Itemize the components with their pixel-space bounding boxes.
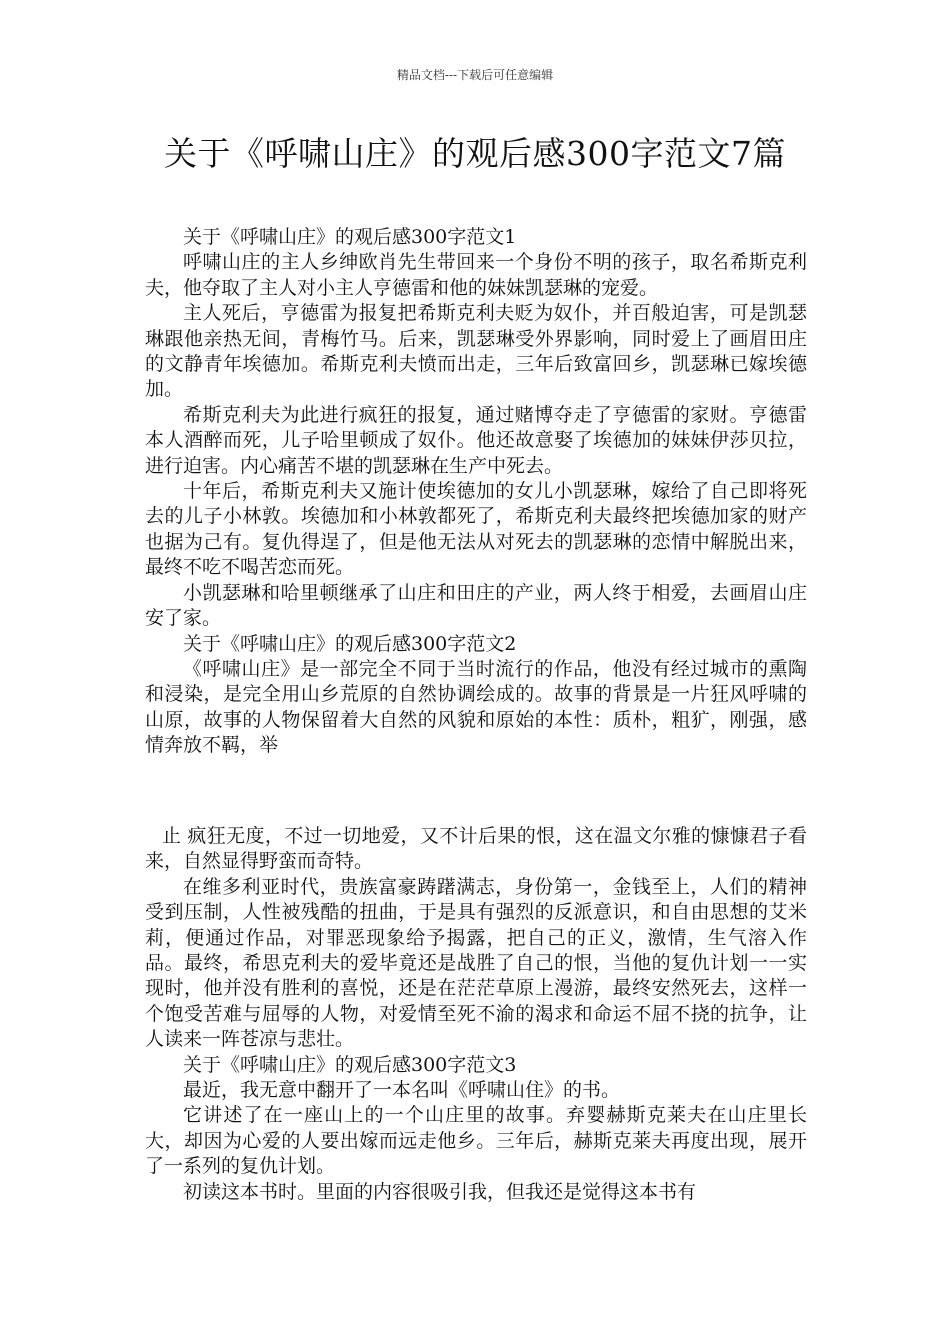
continued-paragraph xyxy=(145,824,807,875)
page-header: 精品文档---下载后可任意编辑 xyxy=(396,68,554,82)
body-section-1 xyxy=(145,225,807,759)
paragraph: 小凯瑟琳和哈里顿继承了山庄和田庄的产业，两人终于相爱，去画眉山庄安了家。 xyxy=(145,581,807,630)
paragraph: 十年后，希斯克利夫又施计使埃德加的女儿小凯瑟琳，嫁给了自己即将死去的儿子小林敦。埃德加和小林敦都死了，希斯克利夫最终把埃德加家的财产也据为己有。复仇得逞了，但是他无法从对死去的凯瑟琳的恋情中解脱出来，最终不吃不喝苦恋而死。 xyxy=(145,480,807,579)
paragraph: 呼啸山庄的主人乡绅欧肖先生带回来一个身份不明的孩子，取名希斯克利夫，他夺取了主人对小主人亨德雷和他的妹妹凯瑟琳的宠爱。 xyxy=(145,251,807,299)
continued-lead-char: 止 xyxy=(161,825,181,847)
paragraph: 最近，我无意中翻开了一本名叫《呼啸山住》的书。 xyxy=(183,1079,621,1102)
paragraph: 在维多利亚时代，贵族富豪踌躇满志，身份第一，金钱至上，人们的精神受到压制，人性被残酷的扭曲，于是具有强烈的反派意识，和自由思想的艾米莉，便通过作品，对罪恶现象给予揭露，把自己的正义，激情，生气溶入作品。最终，希思克利夫的爱毕竟还是战胜了自己的恨，当他的复仇计划一一实现时，他并没有胜利的喜悦，还是在茫茫草原上漫游，最终安然死去，这样一个饱受苦难与屈辱的人物，对爱情至死不渝的渴求和命运不屈不挠的抗争，让人读来一阵苍凉与悲壮。 xyxy=(145,875,807,1051)
document-title: 关于《呼啸山庄》的观后感300字范文7篇 xyxy=(164,134,786,173)
paragraph: 初读这本书时。里面的内容很吸引我，但我还是觉得这本书有 xyxy=(183,1180,697,1203)
section-heading: 关于《呼啸山庄》的观后感300字范文1 xyxy=(183,226,517,248)
paragraph: 《呼啸山庄》是一部完全不同于当时流行的作品，他没有经过城市的熏陶和浸染，是完全用山乡荒原的自然协调绘成的。故事的背景是一片狂风呼啸的山原，故事的人物保留着大自然的风貌和原始的本性：质朴，粗犷，刚强，感情奔放不羁，举 xyxy=(145,657,807,757)
paragraph: 希斯克利夫为此进行疯狂的报复，通过赌博夺走了亨德雷的家财。亨德雷本人酒醉而死，儿子哈里顿成了奴仆。他还故意娶了埃德加的妹妹伊莎贝拉，进行迫害。内心痛苦不堪的凯瑟琳在生产中死去。 xyxy=(145,403,807,477)
paragraph: 主人死后，亨德雷为报复把希斯克利夫贬为奴仆，并百般迫害，可是凯瑟琳跟他亲热无间，青梅竹马。后来，凯瑟琳受外界影响，同时爱上了画眉田庄的文静青年埃德加。希斯克利夫愤而出走，三年后致富回乡，凯瑟琳已嫁埃德加。 xyxy=(145,302,807,401)
section-heading: 关于《呼啸山庄》的观后感300字范文2 xyxy=(183,632,517,655)
body-section-2 xyxy=(145,824,807,1205)
continued-text: 疯狂无度，不过一切地爱，又不计后果的恨，这在温文尔雅的慷慷君子看来，自然显得野蛮而奇特。 xyxy=(145,825,807,873)
paragraph: 它讲述了在一座山上的一个山庄里的故事。弃婴赫斯克莱夫在山庄里长大，却因为心爱的人要出嫁而远走他乡。三年后，赫斯克莱夫再度出现，展开了一系列的复仇计划。 xyxy=(145,1104,807,1178)
section-heading: 关于《呼啸山庄》的观后感300字范文3 xyxy=(183,1053,517,1076)
